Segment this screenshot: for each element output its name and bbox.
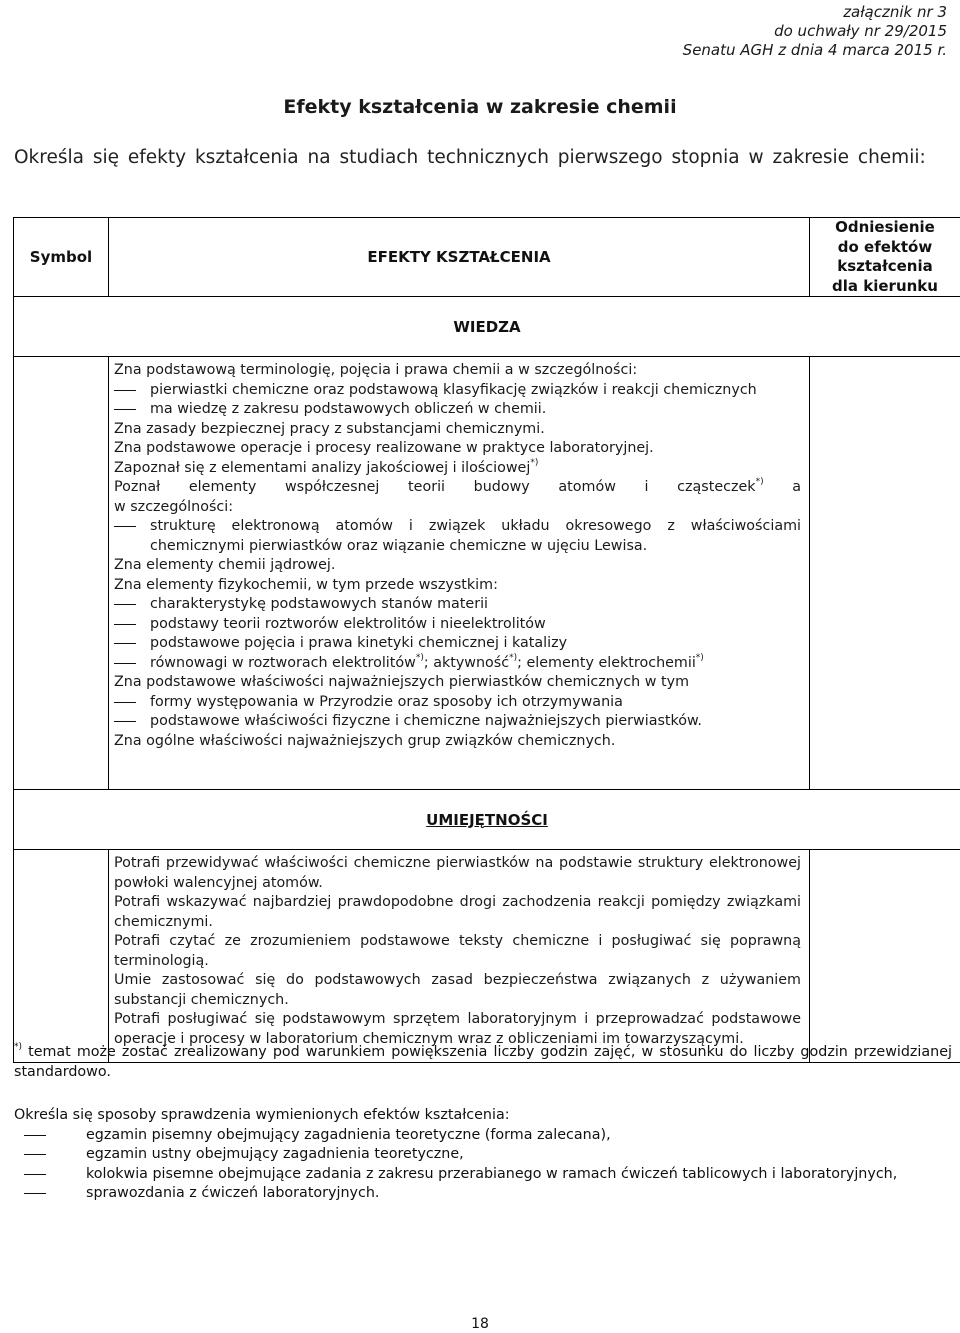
footnote-mark: *) [14, 1042, 23, 1052]
list-item: Umie zastosować się do podstawowych zasad bezpieczeństwa związanych z używaniem substancji chemicznych. [114, 972, 801, 1008]
list-item-dash: podstawy teorii roztworów elektrolitów i nieelektrolitów [114, 615, 801, 635]
footnote-mark: *) [415, 652, 424, 663]
item-text: Zna podstawową terminologię, pojęcia i prawa chemii a w szczególności: [114, 362, 638, 378]
list-item [114, 459, 801, 479]
list-item: Potrafi wskazywać najbardziej prawdopodobne drogi zachodzenia reakcji pomiędzy związkami chemicznymi. [114, 894, 801, 930]
section-row-wiedza [14, 297, 960, 357]
list-item [114, 420, 801, 440]
list-item-dash: ma wiedzę z zakresu podstawowych obliczeń w chemii. [114, 400, 801, 420]
item-text: a [763, 479, 801, 495]
footnote-text: temat może zostać zrealizowany pod warunkiem powiększenia liczby godzin zajęć, w stosunku do liczby godzin przewidzianej standardowo. [14, 1044, 952, 1080]
section-heading-text: UMIEJĘTNOŚCI [426, 810, 548, 829]
page-number: 18 [471, 1316, 489, 1332]
header-reference-line: do efektów [837, 237, 933, 256]
footnote-mark: *) [695, 652, 704, 663]
list-item-dash: pierwiastki chemiczne oraz podstawową klasyfikację związków i reakcji chemicznych [114, 381, 801, 401]
item-text: Zna ogólne właściwości najważniejszych grup związków chemicznych. [114, 732, 616, 749]
list-item [114, 576, 801, 596]
reference-cell [810, 357, 960, 790]
intro-paragraph: Określa się efekty kształcenia na studiach technicznych pierwszego stopnia w zakresie chemii: [14, 147, 926, 168]
list-item [114, 732, 801, 752]
item-text: Zna elementy chemii jądrowej. [114, 557, 336, 573]
attachment-line: załącznik nr 3 [843, 3, 947, 21]
list-item: Potrafi posługiwać się podstawowym sprzętem laboratoryjnym i przeprowadzać podstawowe operacje i procesy w laboratorium chemicznym wraz z obliczeniami im towarzyszącymi. [114, 1011, 801, 1047]
verification-intro: Określa się sposoby sprawdzenia wymienionych efektów kształcenia: [14, 1107, 510, 1123]
symbol-cell [14, 357, 109, 790]
item-text: Zna podstawowe właściwości najważniejszych pierwiastków chemicznych w tym [114, 674, 690, 690]
effects-table [13, 217, 960, 1063]
list-item [114, 556, 801, 576]
attachment-note [683, 3, 947, 60]
page-title: Efekty kształcenia w zakresie chemii [283, 96, 677, 118]
verification-section [14, 1106, 914, 1204]
symbol-cell [14, 850, 109, 1063]
umiejetnosci-content-row [14, 850, 960, 1063]
item-text: Zna elementy fizykochemii, w tym przede wszystkim: [114, 576, 498, 593]
section-heading-umiejetnosci [14, 790, 960, 850]
verification-item: egzamin ustny obejmujący zagadnienia teoretyczne, [14, 1145, 914, 1165]
item-text: ; elementy elektrochemii [517, 654, 696, 671]
footnote-mark: *) [530, 457, 539, 468]
list-item-dash: charakterystykę podstawowych stanów materii [114, 595, 801, 615]
umiejetnosci-content [109, 850, 810, 1063]
verification-item: egzamin pisemny obejmujący zagadnienia teoretyczne (forma zalecana), [14, 1126, 914, 1146]
item-text: Poznał elementy współczesnej teorii budowy atomów i cząsteczek [114, 479, 756, 495]
reference-cell [810, 850, 960, 1063]
table-header-row [14, 218, 960, 297]
header-symbol: Symbol [14, 218, 109, 297]
list-item [114, 361, 801, 381]
list-item [114, 673, 801, 693]
header-effects: EFEKTY KSZTAŁCENIA [109, 218, 810, 297]
item-text: Zapoznał się z elementami analizy jakościowej i ilościowej [114, 459, 531, 476]
item-text: równowagi w roztworach elektrolitów [150, 654, 416, 671]
attachment-line: Senatu AGH z dnia 4 marca 2015 r. [682, 41, 947, 59]
list-item-dash: podstawowe pojęcia i prawa kinetyki chemicznej i katalizy [114, 634, 801, 654]
list-item [114, 498, 801, 518]
header-reference-line: kształcenia [837, 257, 933, 275]
footnote-mark: *) [509, 652, 518, 663]
list-item-dash: strukturę elektronową atomów i związek układu okresowego z właściwościami chemicznymi pierwiastków oraz wiązanie chemiczne w ujęciu Lewisa. [114, 517, 801, 556]
list-item-dash: formy występowania w Przyrodzie oraz sposoby ich otrzymywania [114, 693, 801, 713]
header-reference-line: dla kierunku [832, 276, 938, 295]
attachment-line: do uchwały nr 29/2015 [774, 22, 947, 40]
list-item: Potrafi przewidywać właściwości chemiczne pierwiastków na podstawie struktury elektronowej powłoki walencyjnej atomów. [114, 855, 801, 891]
item-text: Zna podstawowe operacje i procesy realizowane w praktyce laboratoryjnej. [114, 440, 654, 456]
footnote [14, 1043, 952, 1082]
verification-list [14, 1126, 914, 1204]
item-text: w szczególności: [114, 498, 234, 515]
section-heading-wiedza: WIEDZA [14, 297, 960, 357]
header-reference-line: Odniesienie [835, 218, 935, 236]
footnote-mark: *) [755, 477, 764, 487]
list-item [114, 478, 801, 498]
list-item: Potrafi czytać ze zrozumieniem podstawowe teksty chemiczne i posługiwać się poprawną terminologią. [114, 933, 801, 969]
list-item [114, 439, 801, 459]
verification-item: sprawozdania z ćwiczeń laboratoryjnych. [14, 1184, 914, 1204]
wiedza-content [109, 357, 810, 790]
header-reference [810, 218, 960, 297]
section-row-umiejetnosci [14, 790, 960, 850]
item-text: Zna zasady bezpiecznej pracy z substancjami chemicznymi. [114, 420, 545, 437]
item-text: ; aktywność [423, 654, 510, 671]
list-item-dash: podstawowe właściwości fizyczne i chemiczne najważniejszych pierwiastków. [114, 712, 801, 732]
verification-item: kolokwia pisemne obejmujące zadania z zakresu przerabianego w ramach ćwiczeń tablicowych i laboratoryjnych, [14, 1165, 914, 1185]
list-item-dash [114, 654, 801, 674]
wiedza-content-row [14, 357, 960, 790]
